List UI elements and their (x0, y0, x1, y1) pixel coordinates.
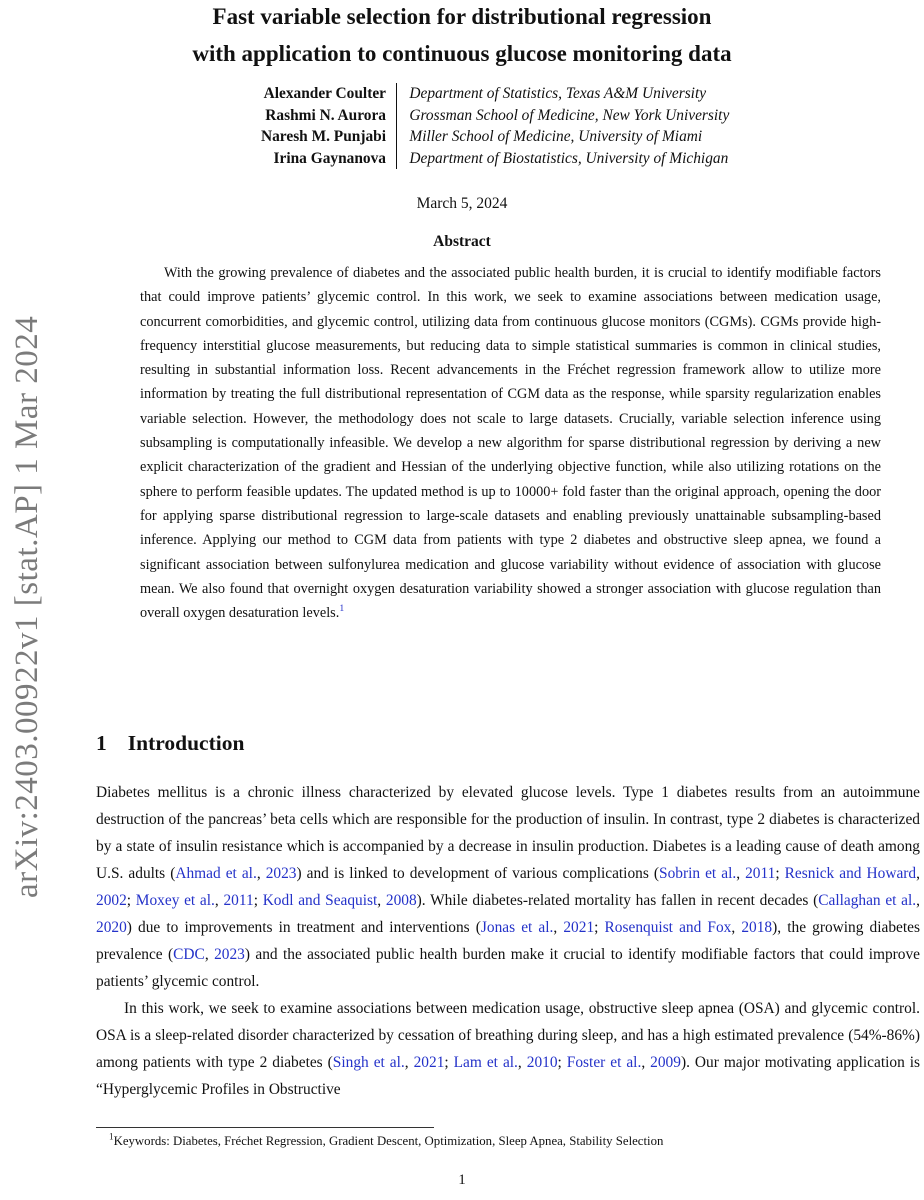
arxiv-watermark: arXiv:2403.00922v1 [stat.AP] 1 Mar 2024 (9, 315, 45, 898)
text-segment: , (916, 865, 920, 882)
footnote (96, 1133, 920, 1150)
paper-title-line1: Fast variable selection for distributional regression (212, 4, 712, 29)
citation-link[interactable]: 2010 (526, 1054, 558, 1071)
paper-date: March 5, 2024 (416, 195, 508, 212)
text-segment: , (256, 865, 266, 882)
author-name: Naresh M. Punjabi (261, 128, 386, 145)
author-block (140, 83, 820, 169)
paper-title (0, 0, 924, 72)
text-segment: ; (594, 919, 605, 936)
citation-link[interactable]: Singh et al. (332, 1054, 405, 1071)
text-segment: ). Our major motivating application is “Hyperglycemic Profiles in Obstructive (96, 1054, 921, 1098)
citation-link[interactable]: 2021 (563, 919, 595, 936)
text-segment: ; (126, 892, 136, 909)
text-segment: , (204, 946, 215, 963)
citation-link[interactable]: Moxey et al. (135, 892, 215, 909)
author-affiliations-column (409, 83, 820, 169)
citation-link[interactable]: Ahmad et al. (175, 865, 257, 882)
citation-link[interactable]: 2018 (741, 919, 773, 936)
footnote-rule (96, 1127, 434, 1128)
section-heading-introduction (96, 731, 244, 756)
abstract-heading: Abstract (433, 233, 491, 250)
citation-link[interactable]: 2023 (265, 865, 297, 882)
section-title: Introduction (127, 731, 245, 755)
text-segment: , (731, 919, 742, 936)
citation-link[interactable]: 2002 (96, 892, 127, 909)
author-names-column (140, 83, 386, 169)
text-segment: , (641, 1054, 651, 1071)
introduction-body (96, 779, 920, 1103)
author-divider (396, 83, 397, 169)
citation-link[interactable]: 2023 (214, 946, 245, 963)
author-name: Alexander Coulter (263, 85, 386, 102)
text-segment: , (517, 1054, 527, 1071)
text-segment: , (404, 1054, 414, 1071)
footnote-marker: 1 (109, 1131, 114, 1142)
author-name: Rashmi N. Aurora (265, 106, 386, 124)
page-number: 1 (458, 1172, 466, 1188)
citation-link[interactable]: 2020 (96, 919, 127, 936)
text-segment: ). While diabetes-related mortality has fallen in recent decades ( (416, 892, 819, 909)
citation-link[interactable]: 2021 (413, 1054, 445, 1071)
citation-link[interactable]: Resnick and Howard (784, 865, 917, 882)
text-segment: ; (253, 892, 263, 909)
citation-link[interactable]: Callaghan et al. (818, 892, 917, 909)
text-segment: , (736, 865, 746, 882)
text-segment: Diabetes mellitus is a chronic illness characterized by elevated glucose levels. Type 1 diabetes results from an autoimmune destruction of the pancreas’ beta cells which are responsible for the production of insulin. In contrast, type 2 diabetes is characterized by a state of insulin resistance which is accompanied by a decrease in insulin production. Diabetes is a leading cause of death among U.S. adults ( (96, 784, 920, 882)
author-affiliation: Grossman School of Medicine, New York University (409, 106, 730, 124)
citation-link[interactable]: Jonas et al. (480, 919, 554, 936)
citation-link[interactable]: 2011 (745, 865, 776, 882)
citation-link[interactable]: Rosenquist and Fox (604, 919, 732, 936)
text-segment: , (214, 892, 224, 909)
text-segment: ) and is linked to development of various complications ( (296, 865, 660, 882)
text-segment: , (377, 892, 386, 909)
citation-link[interactable]: Foster et al. (566, 1054, 642, 1071)
author-affiliation: Department of Biostatistics, University of Michigan (409, 149, 729, 167)
footnote-text: Keywords: Diabetes, Fréchet Regression, Gradient Descent, Optimization, Sleep Apnea, Stability Selection (113, 1134, 664, 1148)
text-segment: ) due to improvements in treatment and interventions ( (126, 919, 481, 936)
text-segment: ), the growing diabetes prevalence ( (96, 919, 920, 963)
citation-link[interactable]: CDC (173, 946, 205, 963)
citation-link[interactable]: Lam et al. (453, 1054, 518, 1071)
citation-link[interactable]: Sobrin et al. (659, 865, 737, 882)
author-affiliation: Department of Statistics, Texas A&M University (409, 85, 707, 102)
text-segment: , (553, 919, 564, 936)
abstract-text (140, 261, 881, 625)
text-segment: ) and the associated public health burden make it crucial to identify modifiable factors that could improve patients’ glycemic control. (96, 946, 921, 990)
text-segment: With the growing prevalence of diabetes and the associated public health burden, it is crucial to identify modifiable factors that could improve patients’ glycemic control. In this work, we seek to examine associations between medication usage, concurrent comorbidities, and glycemic control, utilizing data from continuous glucose monitors (CGMs). CGMs provide high-frequency interstitial glucose measurements, but reducing data to simple statistical summaries is common in clinical studies, resulting in substantial information loss. Recent advancements in the Fréchet regression framework allow to utilize more information by treating the full distributional representation of CGM data as the response, while sparsity regularization enables variable selection. However, the methodology does not scale to large datasets. Crucially, variable selection inference using subsampling is computationally infeasible. We develop a new algorithm for sparse distributional regression by deriving a new explicit characterization of the gradient and Hessian of the underlying objective function, while also utilizing rotations on the sphere to perform feasible updates. The updated method is up to 10000+ fold faster than the original approach, opening the door for applying sparse distributional regression to large-scale datasets and enabling previously unattainable subsampling-based inference. Applying our method to CGM data from patients with type 2 diabetes and obstructive sleep apnea, we found a significant association between sulfonylurea medication and glucose variability without evidence of association with glucose mean. We also found that overnight oxygen desaturation variability showed a stronger association with glucose regulation than overall oxygen desaturation levels. (140, 265, 881, 622)
paragraph (96, 995, 920, 1103)
author-name: Irina Gaynanova (273, 149, 386, 167)
footnote-marker-link[interactable]: 1 (339, 603, 345, 615)
text-segment: In this work, we seek to examine associations between medication usage, obstructive sleep apnea (OSA) and glycemic control. OSA is a sleep-related disorder characterized by cessation of breathing during sleep, and has a high estimated prevalence (54%-86%) among patients with type 2 diabetes ( (96, 1000, 920, 1071)
citation-link[interactable]: Kodl and Seaquist (262, 892, 378, 909)
citation-link[interactable]: 2008 (385, 892, 417, 909)
citation-link[interactable]: 2009 (650, 1054, 681, 1071)
text-segment: ; (444, 1054, 454, 1071)
text-segment: ; (557, 1054, 567, 1071)
author-affiliation: Miller School of Medicine, University of Miami (409, 128, 703, 145)
paragraph (96, 779, 920, 995)
section-number: 1 (96, 731, 107, 755)
citation-link[interactable]: 2011 (223, 892, 254, 909)
text-segment: , (916, 892, 920, 909)
text-segment: ; (775, 865, 785, 882)
paper-title-line2: with application to continuous glucose monitoring data (192, 41, 732, 66)
